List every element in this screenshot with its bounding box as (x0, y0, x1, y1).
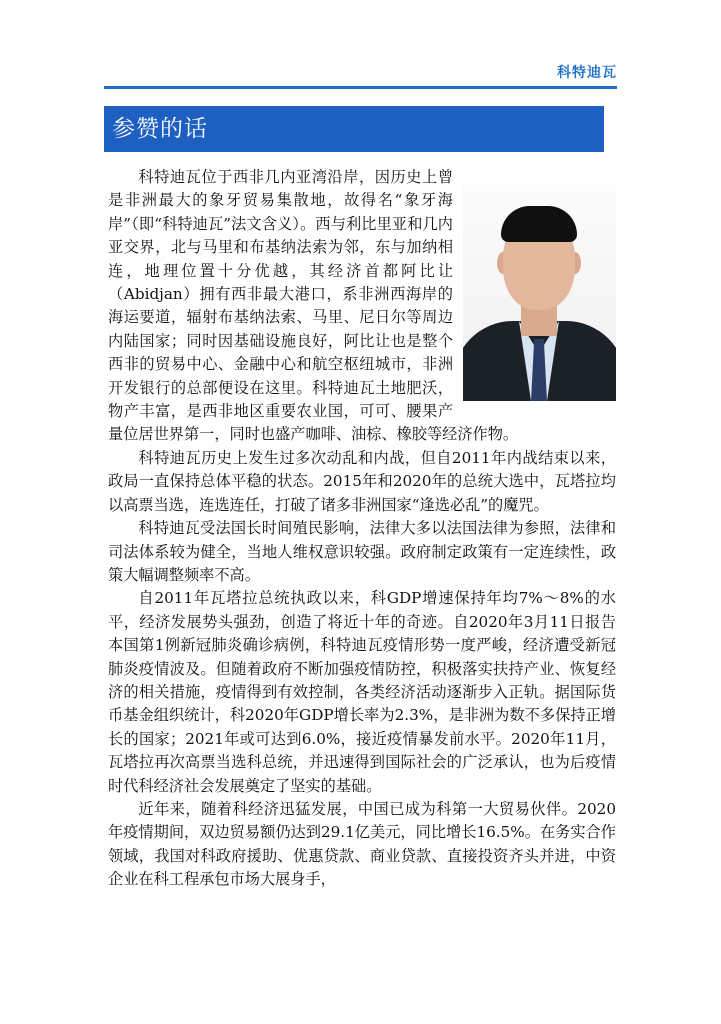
article-body (108, 166, 616, 892)
paragraph-politics: 科特迪瓦历史上发生过多次动乱和内战，但自2011年内战结束以来，政局一直保持总体平稳的状态。2015年和2020年的总统大选中，瓦塔拉均以高票当选，连选连任，打破了诸多非洲国家“逢选必乱”的魔咒。 (108, 448, 616, 514)
portrait-photo (463, 184, 616, 401)
section-title: 参赞的话 (112, 116, 208, 142)
paragraph-geography: 科特迪瓦位于西非几内亚湾沿岸，因历史上曾是非洲最大的象牙贸易集散地，故得名“象牙海岸”（即“科特迪瓦”法文含义）。西与利比里亚和几内亚交界，北与马里和布基纳法索为邻，东与加纳相连，地理位置十分优越，其经济首都阿比让（Abidjan）拥有西非最大港口，系非洲西海岸的海运要道，辐射布基纳法索、马里、尼日尔等周边内陆国家；同时因基础设施良好，阿比让也是整个西非的贸易中心、金融中心和航空枢纽城市，非洲开发银行的总部便设在这里。科特迪瓦土地肥沃，物产丰富，是西非地区重要农业国，可可、腰果产量位居世界第一，同时也盛产咖啡、油棕、橡胶等经济作物。 (108, 168, 519, 444)
paragraph-china-relations: 近年来，随着科经济迅猛发展，中国已成为科第一大贸易伙伴。2020年疫情期间，双边贸易额仍达到29.1亿美元，同比增长16.5%。在务实合作领域，我国对科政府援助、优惠贷款、商业贷款、直接投资齐头并进，中资企业在科工程承包市场大展身手， (108, 799, 616, 889)
section-title-bar (104, 106, 604, 152)
header-rule (104, 86, 617, 89)
paragraph-law: 科特迪瓦受法国长时间殖民影响，法律大多以法国法律为参照，法律和司法体系较为健全，当地人维权意识较强。政府制定政策有一定连续性，政策大幅调整频率不高。 (108, 519, 616, 584)
running-header-title: 科特迪瓦 (557, 65, 617, 81)
paragraph-economy: 自2011年瓦塔拉总统执政以来，科GDP增速保持年均7%～8%的水平，经济发展势头强劲，创造了将近十年的奇迹。自2020年3月11日报告本国第1例新冠肺炎确诊病例，科特迪瓦疫情形势一度严峻，经济遭受新冠肺炎疫情波及。但随着政府不断加强疫情防控，积极落实扶持产业、恢复经济的相关措施，疫情得到有效控制，各类经济活动逐渐步入正轨。据国际货币基金组织统计，科2020年GDP增长率为2.3%，是非洲为数不多保持正增长的国家；2021年或可达到6.0%，接近疫情暴发前水平。2020年11月，瓦塔拉再次高票当选科总统，并迅速得到国际社会的广泛承认，也为后疫情时代科经济社会发展奠定了坚实的基础。 (108, 589, 616, 795)
